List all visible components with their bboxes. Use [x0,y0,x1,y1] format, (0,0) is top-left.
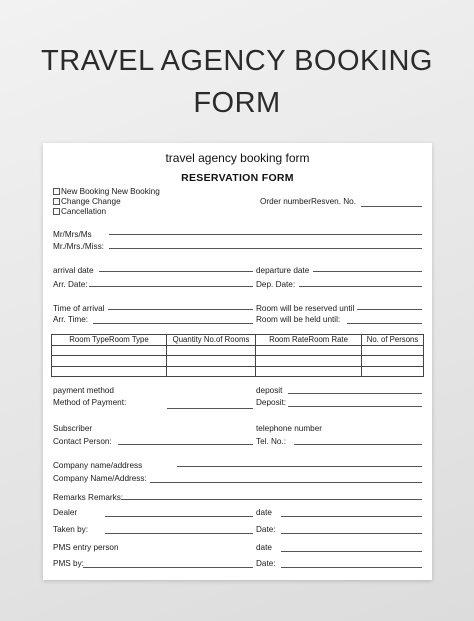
dealer-date-label: date [256,508,272,517]
telephone-field[interactable] [294,444,422,445]
company-label: Company Name/Address: [53,474,147,483]
checkbox-icon[interactable] [53,208,60,215]
room-held-field[interactable] [347,323,422,324]
room-reserved-label-1: Room will be reserved until [256,304,355,313]
table-cell[interactable] [362,345,424,356]
arrival-time-label: Arr. Time: [53,315,89,324]
deposit-label-1: deposit [256,386,283,395]
deposit-label: Deposit: [256,398,287,407]
page-heading [0,40,474,124]
checkbox-label: Cancellation [61,207,107,216]
pms-by-date-label: Date: [256,559,276,568]
company-label-1: Company name/address [53,461,143,470]
order-number-label: Order numberResven. No. [260,197,357,206]
dealer-label: Dealer [53,508,78,517]
checkbox-icon[interactable] [53,198,60,205]
name-field[interactable] [109,248,422,249]
booking-form-sheet [43,143,432,580]
table-cell[interactable] [167,356,256,367]
pms-entry-label: PMS entry person [53,543,119,552]
taken-by-label: Taken by: [53,525,89,534]
deposit-line-1[interactable] [288,393,422,394]
form-title: travel agency booking form [165,151,310,165]
checkbox-icon[interactable] [53,188,60,195]
taken-date-field[interactable] [281,533,422,534]
remarks-field[interactable] [121,499,422,500]
checkbox-cancellation[interactable] [53,207,106,217]
checkbox-new-booking[interactable] [53,187,160,197]
room-held-label: Room will be held until: [256,315,341,324]
table-header-cell: No. of Persons [362,335,424,346]
table-cell[interactable] [256,345,362,356]
room-reserved-line-1[interactable] [357,309,422,310]
name-label-2: Mr./Mrs./Miss: [53,242,104,251]
table-cell[interactable] [167,366,256,377]
dealer-field[interactable] [105,516,253,517]
page-heading-line-2: FORM [193,87,281,119]
deposit-field[interactable] [288,406,422,407]
remarks-label: Remarks Remarks: [53,493,124,502]
name-label-1: Mr/Mrs/Ms [53,230,92,239]
table-row [52,366,424,377]
arrival-date-field[interactable] [89,286,253,287]
table-cell[interactable] [52,345,167,356]
company-line-1[interactable] [177,466,422,467]
departure-date-label: Dep. Date: [256,280,296,289]
arrival-time-line-1[interactable] [108,309,253,310]
departure-line-1[interactable] [313,271,422,272]
dealer-date-field[interactable] [281,516,422,517]
pms-entry-date-field[interactable] [281,551,422,552]
table-header-cell: Quantity No.of Rooms [167,335,256,346]
telephone-label-1: telephone number [256,424,323,433]
departure-date-field[interactable] [299,286,422,287]
company-field[interactable] [150,482,422,483]
name-field-line-1[interactable] [109,234,422,235]
arrival-time-field[interactable] [93,323,253,324]
taken-date-label: Date: [256,525,276,534]
page-heading-line-1: TRAVEL AGENCY BOOKING [41,45,433,77]
table-header-cell: Room RateRoom Rate [256,335,362,346]
checkbox-label: New Booking New Booking [61,187,160,196]
order-number-field[interactable] [361,206,422,207]
table-cell[interactable] [52,356,167,367]
pms-by-label: PMS by: [53,559,84,568]
pms-entry-date-label: date [256,543,272,552]
table-cell[interactable] [362,366,424,377]
telephone-label: Tel. No.: [256,437,287,446]
table-row [52,345,424,356]
arrival-date-label-1: arrival date [53,266,94,275]
table-cell[interactable] [256,366,362,377]
pms-by-field[interactable] [83,567,253,568]
payment-method-field[interactable] [167,408,253,409]
table-cell[interactable] [167,345,256,356]
checkbox-label: Change Change [61,197,121,206]
arrival-line-1[interactable] [99,271,253,272]
checkbox-change[interactable] [53,197,121,207]
departure-date-label-1: departure date [256,266,310,275]
arrival-date-label: Arr. Date: [53,280,88,289]
table-row [52,356,424,367]
table-header-cell: Room TypeRoom Type [52,335,167,346]
contact-person-label: Contact Person: [53,437,112,446]
table-cell[interactable] [256,356,362,367]
pms-by-date-field[interactable] [281,567,422,568]
table-cell[interactable] [52,366,167,377]
contact-person-field[interactable] [118,444,253,445]
taken-by-field[interactable] [105,533,253,534]
table-cell[interactable] [362,356,424,367]
form-subtitle: RESERVATION FORM [181,172,294,184]
room-table [51,334,424,377]
payment-method-label: Method of Payment: [53,398,127,407]
payment-method-label-1: payment method [53,386,114,395]
table-header-row [52,335,424,346]
arrival-time-label-1: Time of arrival [53,304,105,313]
subscriber-label: Subscriber [53,424,93,433]
